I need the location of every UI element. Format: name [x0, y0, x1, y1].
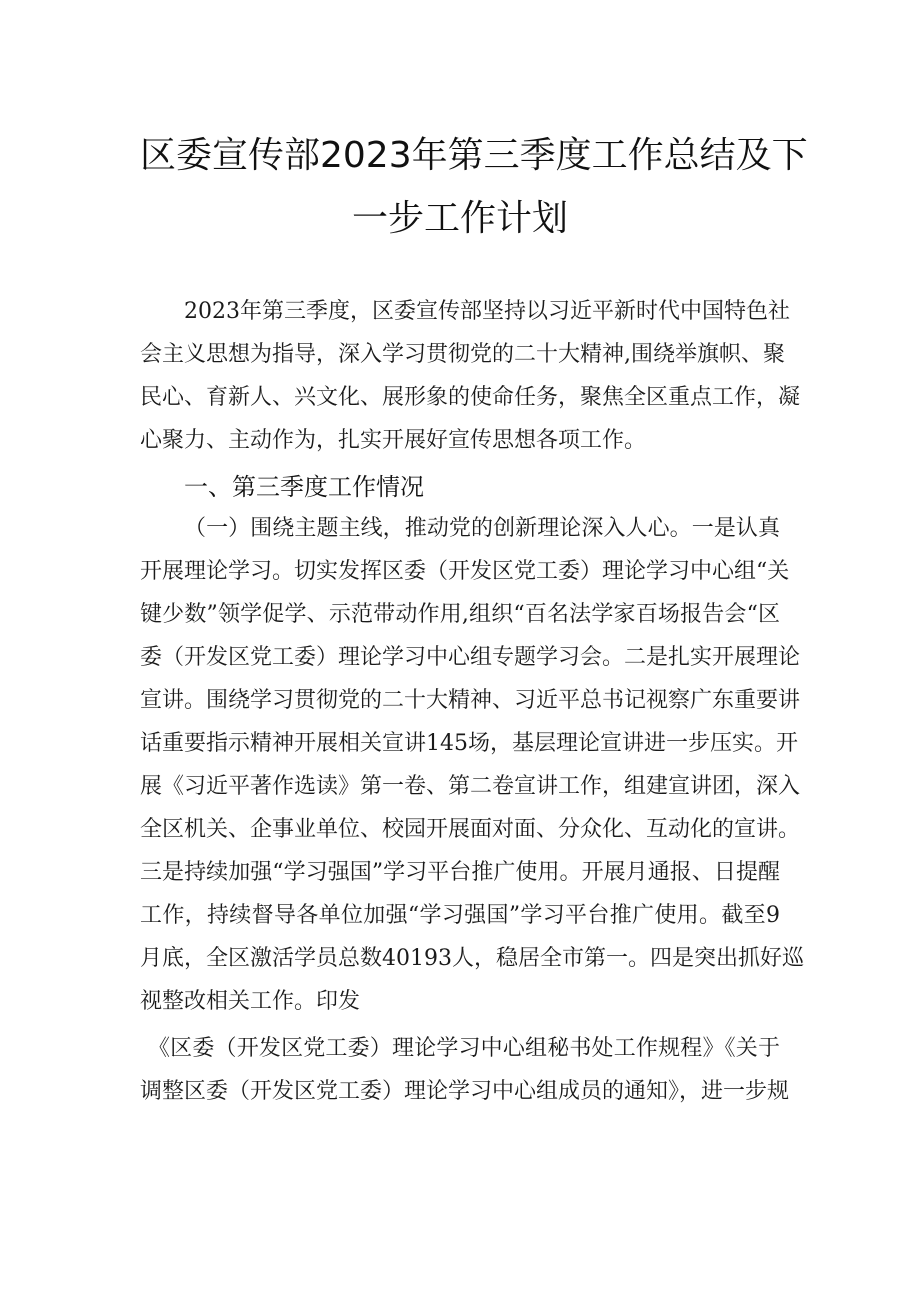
body-line-4: 委（开发区党工委）理论学习中心组专题学习会。二是扎实开展理论 [140, 645, 801, 670]
body-line-7: 展《习近平著作选读》第一卷、第二卷宣讲工作，组建宣讲团，深入 [140, 774, 801, 799]
intro-line-4: 心聚力、主动作为，扎实开展好宣传思想各项工作。 [140, 428, 647, 453]
body-line-2: 开展理论学习。切实发挥区委（开发区党工委）理论学习中心组“关 [140, 559, 790, 584]
section-heading: 一、第三季度工作情况 [184, 473, 424, 501]
body-line-11: 月底，全区激活学员总数40193人，稳居全市第一。四是突出抓好巡 [140, 946, 804, 971]
body-line-6: 话重要指示精神开展相关宣讲145场，基层理论宣讲进一步压实。开 [140, 731, 798, 756]
body-line-13: 《区委（开发区党工委）理论学习中心组秘书处工作规程》《关于 [148, 1036, 780, 1061]
intro-line-2: 会主义思想为指导，深入学习贯彻党的二十大精神,围绕举旗帜、聚 [140, 342, 785, 367]
document-title-line-1: 区委宣传部2023年第三季度工作总结及下 [140, 135, 808, 176]
body-line-5: 宣讲。围绕学习贯彻党的二十大精神、习近平总书记视察广东重要讲 [140, 688, 801, 713]
intro-line-1: 2023年第三季度，区委宣传部坚持以习近平新时代中国特色社 [184, 299, 790, 324]
body-line-10: 工作，持续督导各单位加强“学习强国”学习平台推广使用。截至9 [140, 903, 780, 928]
intro-line-3: 民心、育新人、兴文化、展形象的使命任务，聚焦全区重点工作，凝 [140, 385, 801, 410]
body-line-14: 调整区委（开发区党工委）理论学习中心组成员的通知》，进一步规 [140, 1079, 790, 1104]
body-line-8: 全区机关、企事业单位、校园开展面对面、分众化、互动化的宣讲。 [140, 817, 801, 842]
body-line-1: （一）围绕主题主线，推动党的创新理论深入人心。一是认真 [184, 516, 780, 541]
document-title-line-2: 一步工作计划 [351, 198, 568, 239]
body-line-12: 视整改相关工作。印发 [140, 989, 361, 1014]
body-line-9: 三是持续加强“学习强国”学习平台推广使用。开展月通报、日提醒 [140, 860, 780, 885]
body-line-3: 键少数”领学促学、示范带动作用,组织“百名法学家百场报告会“区 [140, 602, 780, 627]
